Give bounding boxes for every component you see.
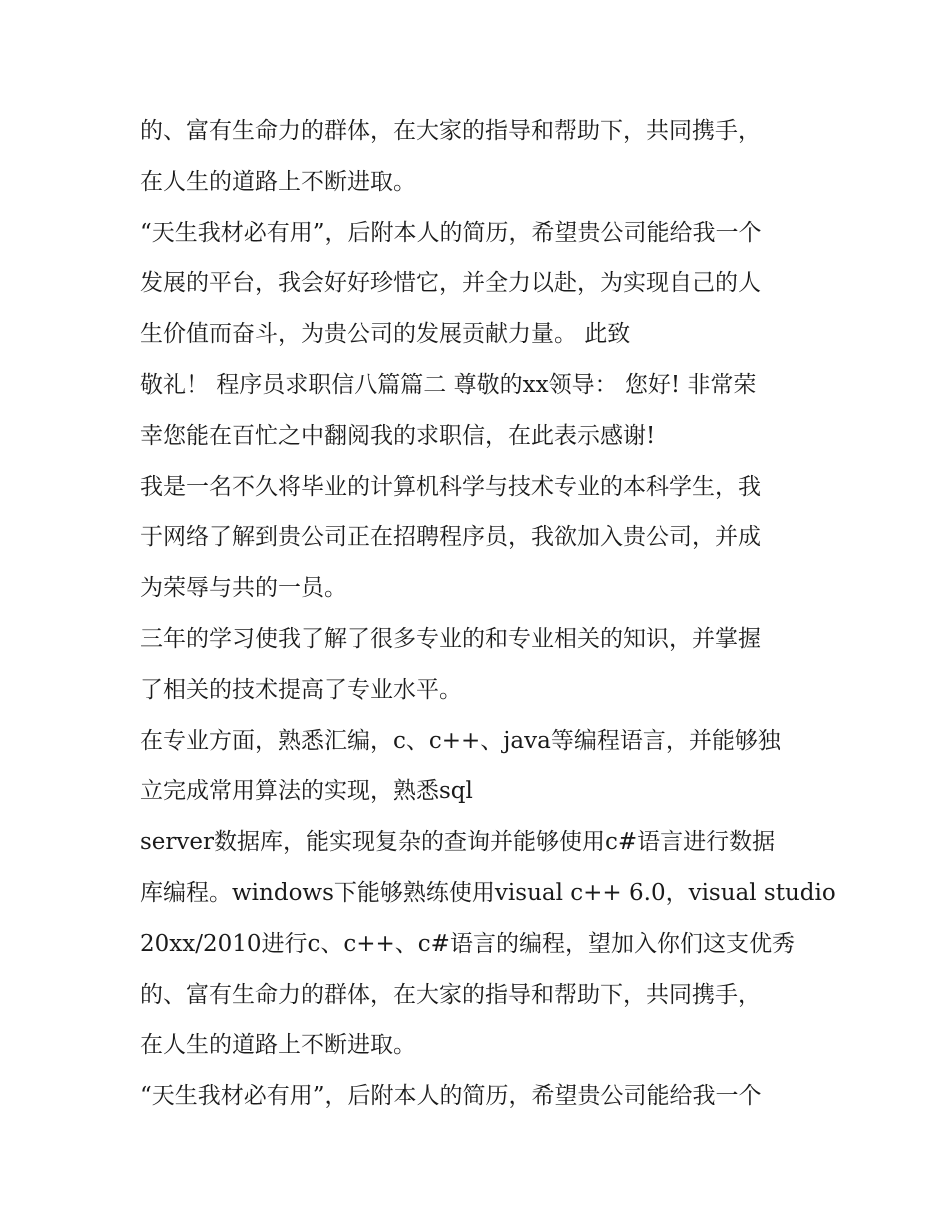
text-line: server数据库，能实现复杂的查询并能够使用c#语言进行数据 — [140, 829, 776, 856]
text-line: 在人生的道路上不断进取。 — [140, 168, 416, 195]
text-line: “天生我材必有用”，后附本人的简历，希望贵公司能给我一个 — [140, 219, 762, 246]
text-line: 在专业方面，熟悉汇编，c、c++、java等编程语言，并能够独 — [140, 727, 781, 754]
text-line: 的、富有生命力的群体，在大家的指导和帮助下，共同携手， — [140, 981, 761, 1008]
body-text — [140, 106, 836, 1122]
text-line: 敬礼！ 程序员求职信八篇篇二 尊敬的xx领导： 您好! 非常荣 — [140, 371, 757, 398]
text-line: 发展的平台，我会好好珍惜它，并全力以赴，为实现自己的人 — [140, 270, 761, 297]
text-line: 幸您能在百忙之中翻阅我的求职信，在此表示感谢! — [140, 422, 656, 449]
text-line: 了相关的技术提高了专业水平。 — [140, 676, 462, 703]
text-line: 我是一名不久将毕业的计算机科学与技术专业的本科学生，我 — [140, 473, 761, 500]
text-line: 于网络了解到贵公司正在招聘程序员，我欲加入贵公司，并成 — [140, 524, 761, 551]
text-line: 库编程。windows下能够熟练使用visual c++ 6.0，visual studio — [140, 879, 836, 906]
text-line: 生价值而奋斗，为贵公司的发展贡献力量。 此致 — [140, 321, 631, 348]
text-line: 立完成常用算法的实现，熟悉sql — [140, 778, 473, 805]
text-line: “天生我材必有用”，后附本人的简历，希望贵公司能给我一个 — [140, 1083, 762, 1110]
text-line: 为荣辱与共的一员。 — [140, 575, 347, 602]
text-line: 在人生的道路上不断进取。 — [140, 1032, 416, 1059]
text-line: 20xx/2010进行c、c++、c#语言的编程，望加入你们这支优秀 — [140, 930, 795, 957]
text-line: 三年的学习使我了解了很多专业的和专业相关的知识，并掌握 — [140, 625, 761, 652]
text-line: 的、富有生命力的群体，在大家的指导和帮助下，共同携手， — [140, 118, 761, 144]
